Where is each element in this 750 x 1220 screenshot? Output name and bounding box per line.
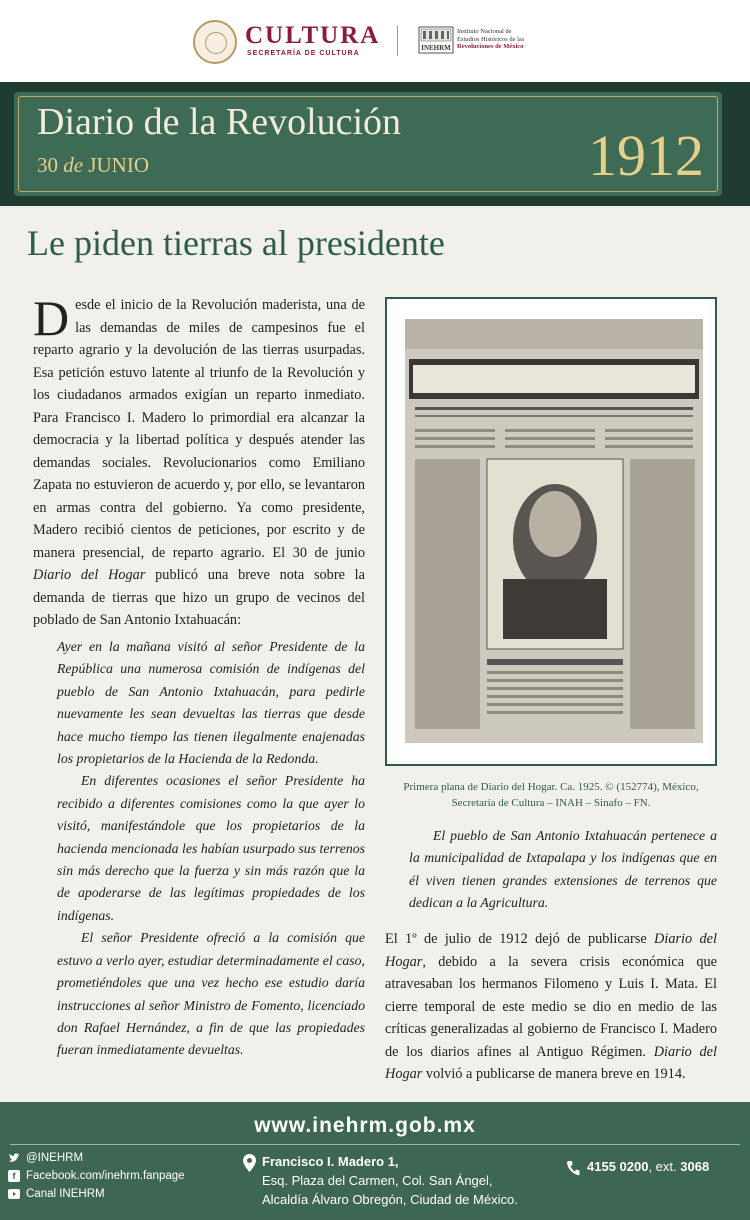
cultura-logo-text: CULTURA (245, 22, 381, 49)
mexico-seal-icon (193, 20, 237, 64)
closing-text-a: El 1º de julio de 1912 dejó de publicarse (385, 931, 655, 947)
twitter-handle: @INEHRM (26, 1152, 84, 1164)
closing-paragraph (385, 928, 717, 1086)
newspaper-front-page-image (405, 319, 703, 743)
cultura-subtitle: SECRETARÍA DE CULTURA (247, 50, 360, 57)
address-street: Francisco I. Madero 1, (262, 1154, 399, 1169)
facebook-url: Facebook.com/inehrm.fanpage (26, 1170, 185, 1182)
footer (0, 1102, 750, 1220)
banner-de: de (63, 153, 84, 177)
location-pin-icon (243, 1154, 256, 1172)
newspaper-quote (57, 636, 365, 1062)
second-quote: El pueblo de San Antonio Ixtahuacán pertenece a la municipalidad de Ixtapalapa y los indígenas que en él viven tienen grandes extensiones de terrenos que dedican a la Agricultura. (409, 828, 717, 911)
inehrm-logo-label: INEHRM (421, 44, 451, 52)
inehrm-building-icon (418, 26, 454, 54)
quote-paragraph-2: En diferentes ocasiones el señor Presidente ha recibido a diferentes comisiones como la que ayer lo visitó, manifestándole que los propietarios de la hacienda mencionada les habían usurpado sus terrenos sin más derecho que la fuerza y sin más razón que la de apoderarse de las legítimas propiedades de los indígenas. (57, 773, 365, 923)
facebook-icon: f (8, 1170, 20, 1182)
caption-line-1: Primera plana de Diario del Hogar. Ca. 1925. © (152774), México, (403, 781, 699, 793)
facebook-link[interactable] (8, 1170, 185, 1182)
youtube-channel: Canal INEHRM (26, 1188, 105, 1200)
twitter-link[interactable] (8, 1152, 83, 1164)
drop-cap: D (33, 290, 70, 346)
banner-day: 30 (37, 153, 58, 177)
banner-month: JUNIO (88, 153, 149, 177)
closing-newspaper-name-1: Diario del Hogar (385, 931, 717, 970)
intro-text-b: publicó una breve nota sobre la demanda de tierras que hizo un grupo de vecinos del poblado de San Antonio Ixtahuacán: (33, 567, 365, 628)
series-title: Diario de la Revolución (37, 101, 402, 143)
twitter-icon (8, 1152, 20, 1164)
logo-divider (397, 26, 398, 56)
intro-paragraph (33, 290, 365, 632)
figure-caption (385, 779, 717, 811)
youtube-link[interactable] (8, 1188, 105, 1200)
phone-number[interactable] (587, 1159, 709, 1174)
inehrm-line-3: Revoluciones de México (457, 43, 524, 50)
address (262, 1152, 518, 1209)
quote-paragraph-1: Ayer en la mañana visitó al señor Presidente de la República una numerosa comisión de indígenas del pueblo de San Antonio Ixtahuacán, para pedirle nuevamente les sean devueltas las tierras que desde hace mucho tiempo las tienen ilegalmente enajenadas los propietarios de la Hacienda de la Redonda. (57, 639, 365, 767)
closing-text-b: , debido a la severa crisis económica que atravesaban los hermanos Filomeno y Luis I. Mata. El cierre temporal de este medio se dio en medio de las críticas generalizadas al gobierno de Francisco I. Madero de los diarios afines al Antiguo Régimen. (385, 953, 717, 1060)
phone-icon (566, 1160, 580, 1176)
inehrm-institute-name (457, 28, 577, 51)
banner-year: 1912 (588, 123, 704, 188)
intro-newspaper-name: Diario del Hogar (33, 567, 146, 583)
address-line-2: Esq. Plaza del Carmen, Col. San Ángel, (262, 1173, 493, 1188)
quote-paragraph-3: El señor Presidente ofreció a la comisión que estuvo a verlo ayer, estudiar determinadamente el caso, prometiéndoles que una vez hecho ese estudio daría instrucciones al señor Ministro de Fomento, licenciado don Rafael Hernández, a fin de que las propiedades fueran inmediatamente devueltas. (57, 930, 365, 1058)
banner-date (37, 153, 149, 178)
footer-divider (10, 1144, 740, 1145)
inehrm-line-1: Instituto Nacional de (457, 28, 512, 35)
address-line-3: Alcaldía Álvaro Obregón, Ciudad de México. (262, 1192, 518, 1207)
phone-main: 4155 0200 (587, 1159, 649, 1174)
article-intro (33, 290, 365, 632)
closing-newspaper-name-2: Diario del Hogar (385, 1043, 717, 1082)
phone-ext-label: , ext. (648, 1159, 681, 1174)
youtube-icon (8, 1188, 20, 1200)
inehrm-line-2: Estudios Históricos de las (457, 35, 525, 43)
top-header (0, 0, 750, 82)
website-link[interactable]: www.inehrm.gob.mx (254, 1114, 476, 1137)
phone-ext: 3068 (680, 1159, 710, 1174)
article-headline: Le piden tierras al presidente (27, 223, 445, 263)
caption-line-2: Secretaría de Cultura – INAH – Sinafo – FN. (451, 797, 651, 809)
newspaper-figure (385, 297, 717, 766)
intro-text-a: esde el inicio de la Revolución maderista, una de las demandas de miles de campesinos fue el reparto agrario y la devolución de las tierras usurpadas. Esa petición estuvo latente al triunfo de la Revolución y los ciudadanos armados exigían un reparto inmediato. Para Francisco I. Madero lo primordial era alcanzar la democracia y la libertad política y después atender las demandas sociales. Revolucionarios como Emiliano Zapata no estuvieron de acuerdo y, por ello, se levantaron en armas contra del gobierno. Ya como presidente, Madero recibió cientos de peticiones, por escrito y de manera presencial, de reparto agrario. El 30 de junio (33, 297, 365, 561)
closing-text-c: volvió a publicarse de manera breve en 1914. (422, 1066, 686, 1082)
